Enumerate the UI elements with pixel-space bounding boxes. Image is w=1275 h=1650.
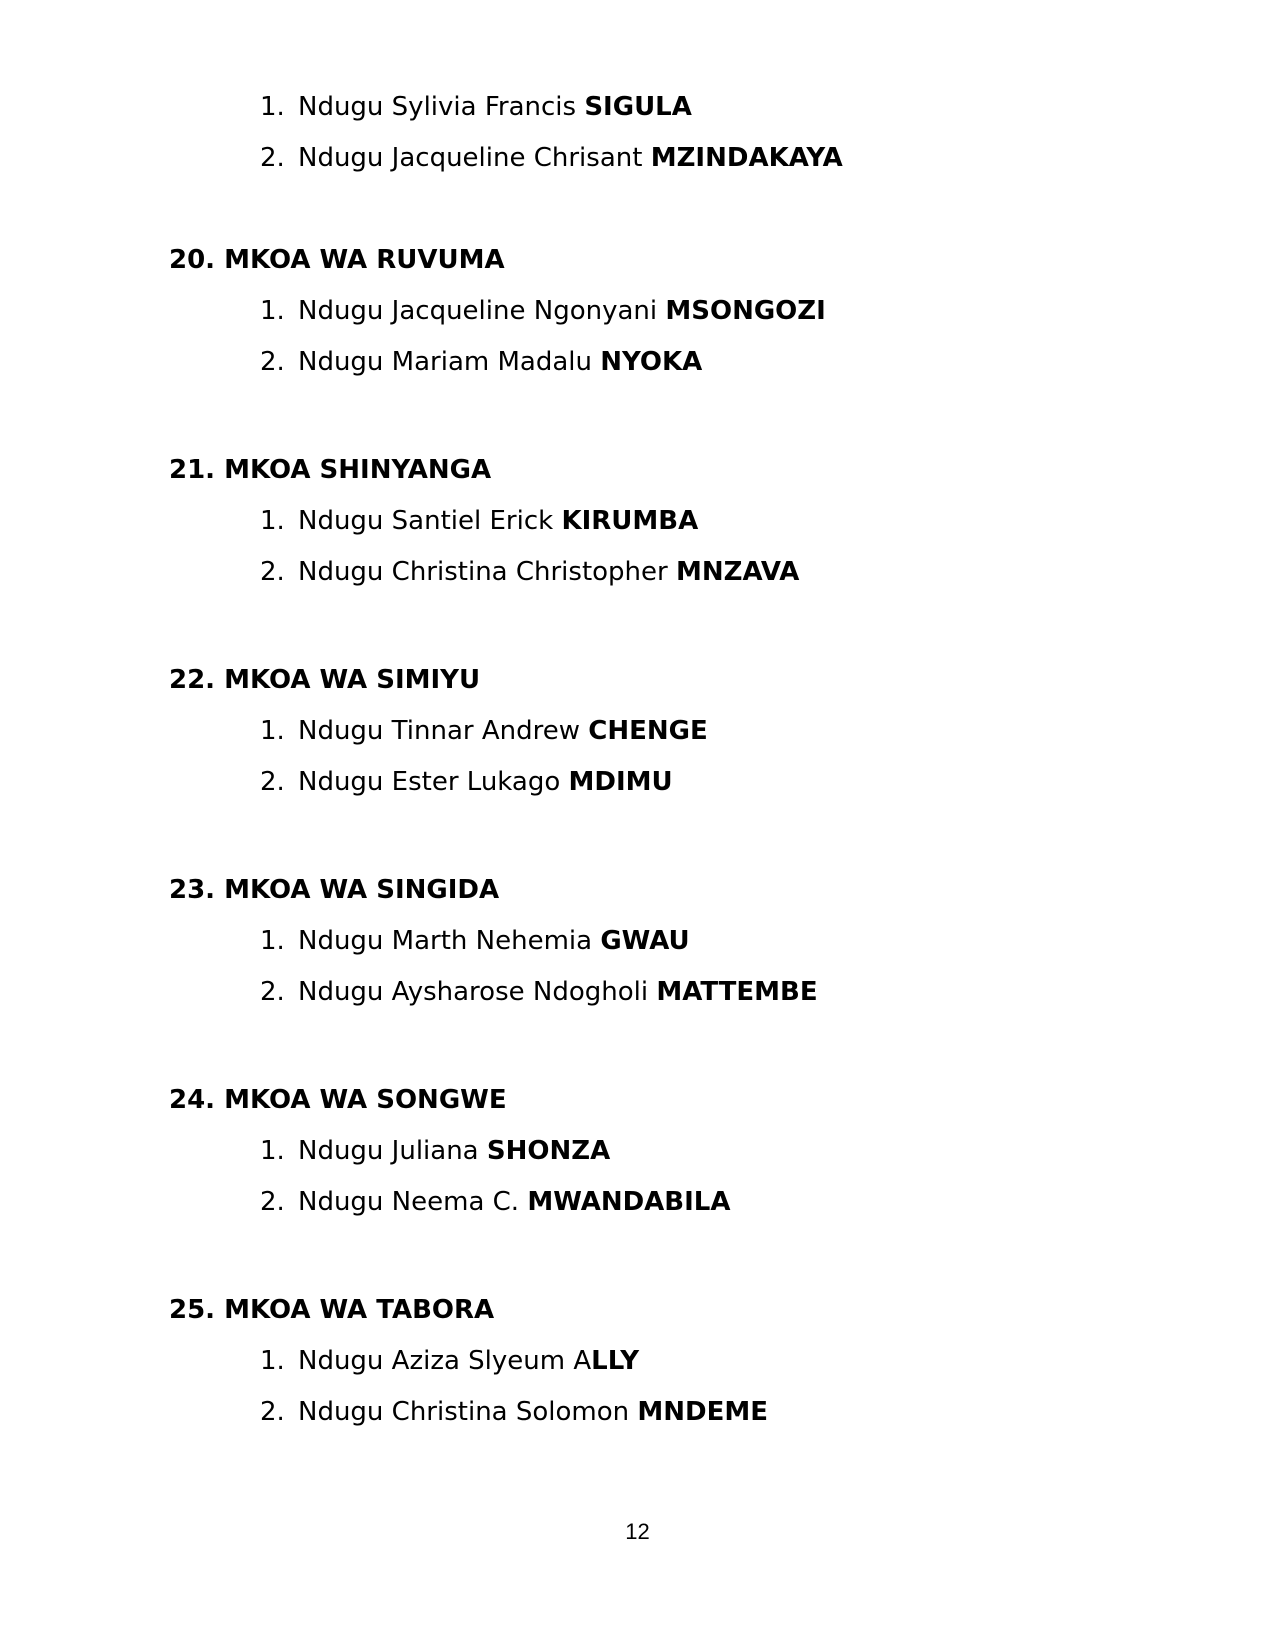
item-given-name: Ndugu Tinnar Andrew <box>298 716 589 746</box>
item-given-name: Ndugu Aysharose Ndogholi <box>298 977 657 1007</box>
item-surname: MNZAVA <box>676 557 800 587</box>
region-heading: 21. MKOA SHINYANGA <box>169 455 492 485</box>
item-number: 1. <box>260 92 285 122</box>
item-number: 2. <box>260 977 285 1007</box>
list-item <box>260 1134 610 1168</box>
item-surname: LLY <box>591 1346 640 1376</box>
item-number: 1. <box>260 1346 285 1376</box>
item-surname: KIRUMBA <box>561 506 699 536</box>
list-item <box>260 345 702 379</box>
item-surname: GWAU <box>600 926 690 956</box>
item-given-name: Ndugu Mariam Madalu <box>298 347 601 377</box>
item-surname: SHONZA <box>486 1136 611 1166</box>
region-heading: 22. MKOA WA SIMIYU <box>169 665 481 695</box>
list-item <box>260 1395 768 1429</box>
item-surname: MSONGOZI <box>665 296 826 326</box>
list-item <box>260 765 673 799</box>
page-number: 12 <box>625 1519 650 1544</box>
item-number: 2. <box>260 1397 285 1427</box>
item-number: 2. <box>260 557 285 587</box>
item-number: 1. <box>260 1136 285 1166</box>
item-number: 2. <box>260 347 285 377</box>
item-number: 1. <box>260 506 285 536</box>
region-heading: 20. MKOA WA RUVUMA <box>169 245 505 275</box>
list-item <box>260 141 843 175</box>
list-item <box>260 975 818 1009</box>
item-number: 2. <box>260 1187 285 1217</box>
item-given-name: Ndugu Neema C. <box>298 1187 528 1217</box>
item-given-name: Ndugu Juliana <box>298 1136 487 1166</box>
region-heading: 24. MKOA WA SONGWE <box>169 1085 507 1115</box>
item-surname: MWANDABILA <box>527 1187 731 1217</box>
list-item <box>260 555 799 589</box>
item-surname: MNDEME <box>637 1397 768 1427</box>
item-given-name: Ndugu Christina Christopher <box>298 557 676 587</box>
list-item <box>260 294 826 328</box>
item-given-name: Ndugu Marth Nehemia <box>298 926 601 956</box>
item-given-name: Ndugu Christina Solomon <box>298 1397 638 1427</box>
item-number: 2. <box>260 143 285 173</box>
item-surname: MATTEMBE <box>656 977 818 1007</box>
item-surname: MZINDAKAYA <box>650 143 843 173</box>
list-item <box>260 924 690 958</box>
list-item <box>260 1185 730 1219</box>
region-heading: 23. MKOA WA SINGIDA <box>169 875 500 905</box>
item-given-name: Ndugu Jacqueline Chrisant <box>298 143 651 173</box>
item-number: 1. <box>260 716 285 746</box>
item-surname: MDIMU <box>568 767 673 797</box>
list-item <box>260 90 692 124</box>
list-item <box>260 504 698 538</box>
item-surname: NYOKA <box>600 347 703 377</box>
list-item <box>260 714 708 748</box>
item-number: 1. <box>260 926 285 956</box>
region-heading: 25. MKOA WA TABORA <box>169 1295 495 1325</box>
item-number: 2. <box>260 767 285 797</box>
item-given-name: Ndugu Sylivia Francis <box>298 92 585 122</box>
item-surname: SIGULA <box>584 92 692 122</box>
list-item <box>260 1344 639 1378</box>
item-given-name: Ndugu Santiel Erick <box>298 506 562 536</box>
item-surname: CHENGE <box>588 716 708 746</box>
item-given-name: Ndugu Ester Lukago <box>298 767 569 797</box>
item-given-name: Ndugu Aziza Slyeum A <box>298 1346 592 1376</box>
item-number: 1. <box>260 296 285 326</box>
item-given-name: Ndugu Jacqueline Ngonyani <box>298 296 666 326</box>
